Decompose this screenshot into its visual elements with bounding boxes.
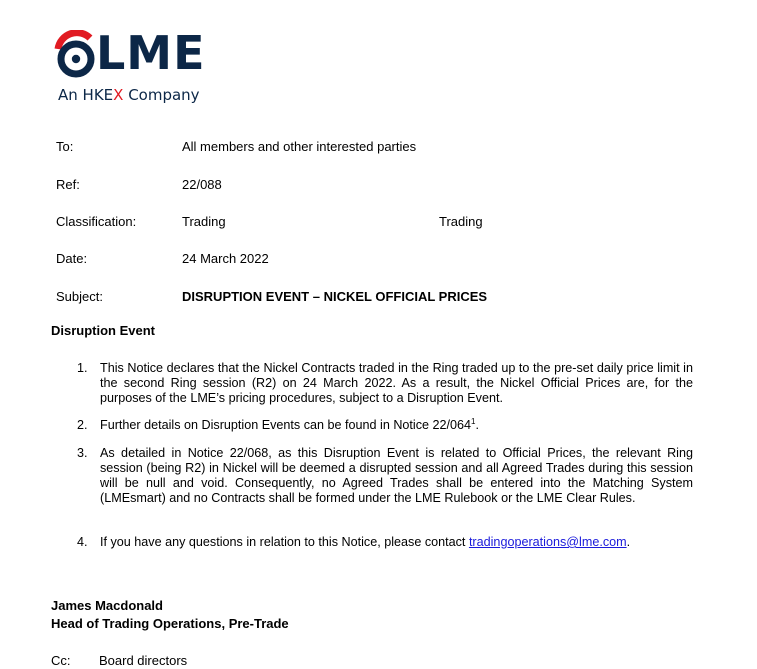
item-number: 2. <box>77 418 88 432</box>
signatory-title: Head of Trading Operations, Pre-Trade <box>51 616 289 631</box>
contact-email-link[interactable]: tradingoperations@lme.com <box>468 535 627 549</box>
list-item: If you have any questions in relation to this Notice, please contact tradingoperations@lme.com. <box>100 535 631 549</box>
to-value: All members and other interested parties <box>182 139 417 154</box>
classification-value: Trading <box>182 214 226 229</box>
cc-value: Board directors <box>99 653 188 668</box>
cc-label: Cc: <box>51 653 71 668</box>
date-label: Date: <box>56 251 88 266</box>
to-label: To: <box>56 139 74 154</box>
item-number: 4. <box>77 535 88 549</box>
logo-wordmark: LME <box>96 26 206 80</box>
classification-label: Classification: <box>56 214 137 229</box>
subject-value: DISRUPTION EVENT – NICKEL OFFICIAL PRICES <box>182 289 488 304</box>
lme-logo <box>52 26 222 82</box>
footnote-marker: 1 <box>471 416 476 426</box>
tagline: An HKEX Company <box>58 86 200 104</box>
ref-label: Ref: <box>56 177 80 192</box>
classification-value-secondary: Trading <box>439 214 483 229</box>
item-number: 1. <box>77 361 88 375</box>
signatory-name: James Macdonald <box>51 598 163 613</box>
subject-label: Subject: <box>56 289 103 304</box>
lme-logo-mark-icon <box>52 30 102 82</box>
list-item: Further details on Disruption Events can be found in Notice $22/064^1$. <box>100 416 479 432</box>
list-item: As detailed in Notice 22/068, as this Disruption Event is related to Official Prices, the relevant Ring session (being R2) in Nickel will be deemed a disrupted session and all Agreed Trades during this session will be null and void. Consequently, no Agreed Trades shall be entered into the Matching System (LMEsmart) and no Contracts shall be formed under the LME Rulebook or the LME Clear Rules. <box>100 446 693 505</box>
list-item: This Notice declares that the Nickel Contracts traded in the Ring traded up to the pre-set daily price limit in the second Ring session (R2) on 24 March 2022. As a result, the Nickel Official Prices are, for the purposes of the LME’s pricing procedures, subject to a Disruption Event. <box>100 361 693 405</box>
section-title: Disruption Event <box>51 323 156 338</box>
ref-value: 22/088 <box>182 177 222 192</box>
date-value: 24 March 2022 <box>182 251 269 266</box>
item-number: 3. <box>77 446 88 460</box>
